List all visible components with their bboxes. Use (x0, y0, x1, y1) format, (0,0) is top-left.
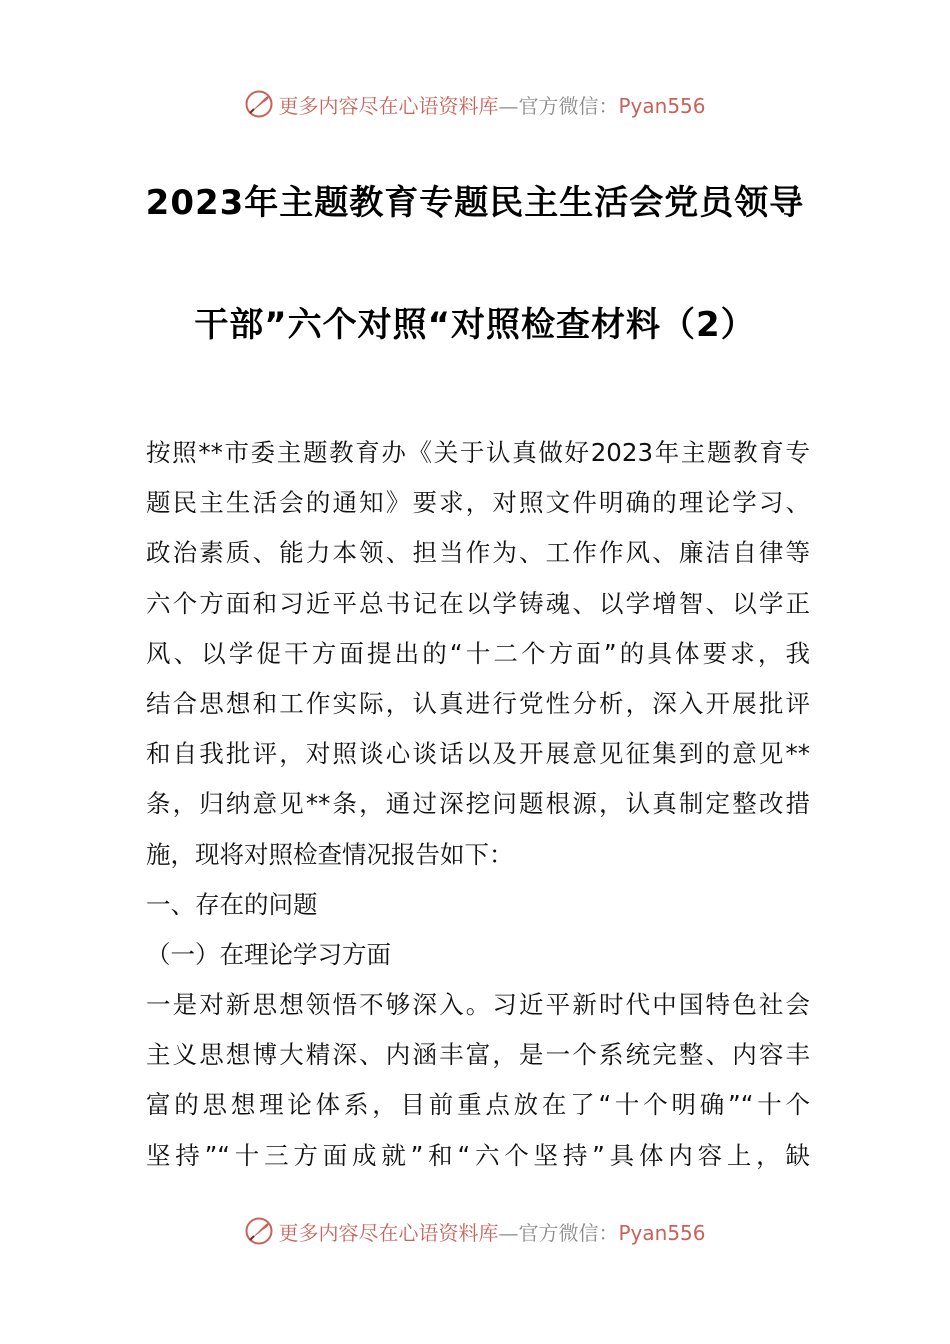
text-line: 富的思想理论体系，目前重点放在了“十个明确”“十个 (146, 1090, 810, 1120)
text-line: 结合思想和工作实际，认真进行党性分析，深入开展批评 (146, 688, 810, 718)
paragraph-intro (146, 428, 810, 880)
text-line: 按照**市委主题教育办《关于认真做好2023年主题教育专 (146, 438, 810, 467)
text-line: 六个方面和习近平总书记在以学铸魂、以学增智、以学正 (146, 588, 810, 618)
text-line: 主义思想博大精深、内涵丰富，是一个系统完整、内容丰 (146, 1040, 810, 1070)
document-title-line-1: 2023年主题教育专题民主生活会党员领导 (145, 183, 805, 223)
watermark-separator: — (498, 1220, 519, 1245)
watermark-main: 更多内容尽在心语资料库 (278, 93, 499, 118)
text-line: 风、以学促干方面提出的“十二个方面”的具体要求，我 (146, 638, 810, 668)
text-line: 坚持”“十三方面成就”和“六个坚持”具体内容上，缺 (146, 1140, 810, 1170)
watermark-text (278, 90, 705, 119)
paragraph-theory-study (146, 980, 810, 1181)
text-line: 一是对新思想领悟不够深入。习近平新时代中国特色社会 (146, 990, 810, 1020)
text-line: 条，归纳意见**条，通过深挖问题根源，认真制定整改措 (146, 789, 810, 819)
document-title-line-2: 干部”六个对照“对照检查材料（2） (194, 305, 756, 345)
watermark-banner-top (0, 84, 950, 124)
text-line: 和自我批评，对照谈心谈话以及开展意见征集到的意见** (146, 739, 810, 769)
watermark-official: 官方微信： (518, 93, 619, 118)
section-heading: 一、存在的问题 (146, 889, 318, 919)
watermark-main: 更多内容尽在心语资料库 (278, 1220, 499, 1245)
text-line: 施，现将对照检查情况报告如下： (146, 839, 514, 869)
watermark-wechat-id: Pyan556 (618, 93, 706, 118)
watermark-official: 官方微信： (518, 1220, 619, 1245)
text-line: 题民主生活会的通知》要求，对照文件明确的理论学习、 (146, 488, 810, 518)
watermark-banner-bottom (0, 1211, 950, 1251)
text-line: 政治素质、能力本领、担当作为、工作作风、廉洁自律等 (146, 538, 810, 568)
subsection-heading: （一）在理论学习方面 (146, 939, 391, 969)
watermark-text (278, 1217, 705, 1246)
document-body (146, 428, 810, 1181)
watermark-wechat-id: Pyan556 (618, 1220, 706, 1245)
quill-logo-icon (244, 1216, 274, 1246)
quill-logo-icon (244, 89, 274, 119)
watermark-separator: — (498, 93, 519, 118)
